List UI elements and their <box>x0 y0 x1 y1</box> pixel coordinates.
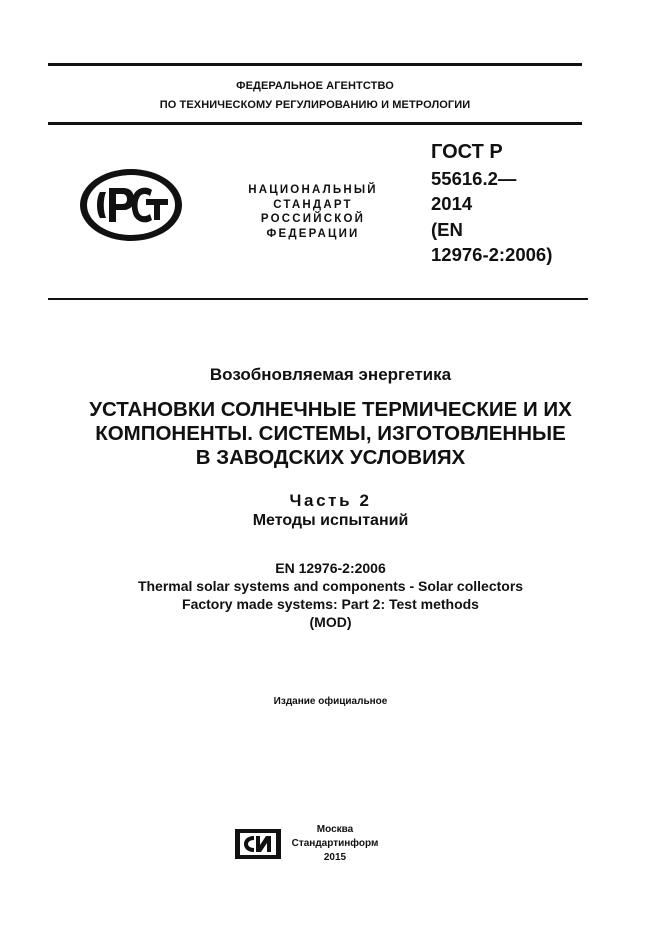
national-standard-label <box>228 183 398 241</box>
document-subtitle: Возобновляемая энергетика <box>209 365 452 384</box>
publisher-city: Москва <box>316 824 354 835</box>
title-line: В ЗАВОДСКИХ УСЛОВИЯХ <box>195 446 466 469</box>
edition-label: Издание официальное <box>273 696 388 707</box>
header-rule <box>48 122 582 125</box>
section-rule <box>48 298 588 300</box>
en-line: Factory made systems: Part 2: Test methods <box>182 596 479 612</box>
national-standard-line: СТАНДАРТ <box>273 198 353 211</box>
gost-line: 55616.2— <box>431 167 517 189</box>
en-line: Thermal solar systems and components - Solar collectors <box>137 578 524 594</box>
gost-line: 2014 <box>431 193 473 214</box>
agency-name-line2: ПО ТЕХНИЧЕСКОМУ РЕГУЛИРОВАНИЮ И МЕТРОЛОГИИ <box>159 99 471 111</box>
publisher-info <box>280 823 390 865</box>
rst-logo <box>76 166 186 244</box>
agency-name-line1: ФЕДЕРАЛЬНОЕ АГЕНТСТВО <box>236 80 394 92</box>
gost-line: (EN <box>431 218 463 240</box>
en-line: EN 12976-2:2006 <box>275 560 386 576</box>
title-line: УСТАНОВКИ СОЛНЕЧНЫЕ ТЕРМИЧЕСКИЕ И ИХ <box>89 398 572 421</box>
national-standard-line: ФЕДЕРАЦИИ <box>266 227 360 240</box>
top-rule <box>48 63 582 66</box>
part-number: Часть 2 <box>289 491 372 510</box>
national-standard-line: НАЦИОНАЛЬНЫЙ <box>248 184 378 196</box>
publisher-logo <box>234 828 282 860</box>
gost-line: 12976-2:2006) <box>431 244 553 265</box>
national-standard-line: РОССИЙСКОЙ <box>260 213 366 225</box>
en-line: (MOD) <box>309 614 352 630</box>
title-line: КОМПОНЕНТЫ. СИСТЕМЫ, ИЗГОТОВЛЕННЫЕ <box>95 422 566 445</box>
publisher-name: Стандартинформ <box>291 838 379 849</box>
gost-designation <box>431 140 581 268</box>
en-reference <box>40 559 621 631</box>
document-title <box>40 398 621 470</box>
publisher-year: 2015 <box>323 852 347 863</box>
part-name: Методы испытаний <box>252 512 409 529</box>
gost-line: ГОСТ Р <box>431 141 503 163</box>
